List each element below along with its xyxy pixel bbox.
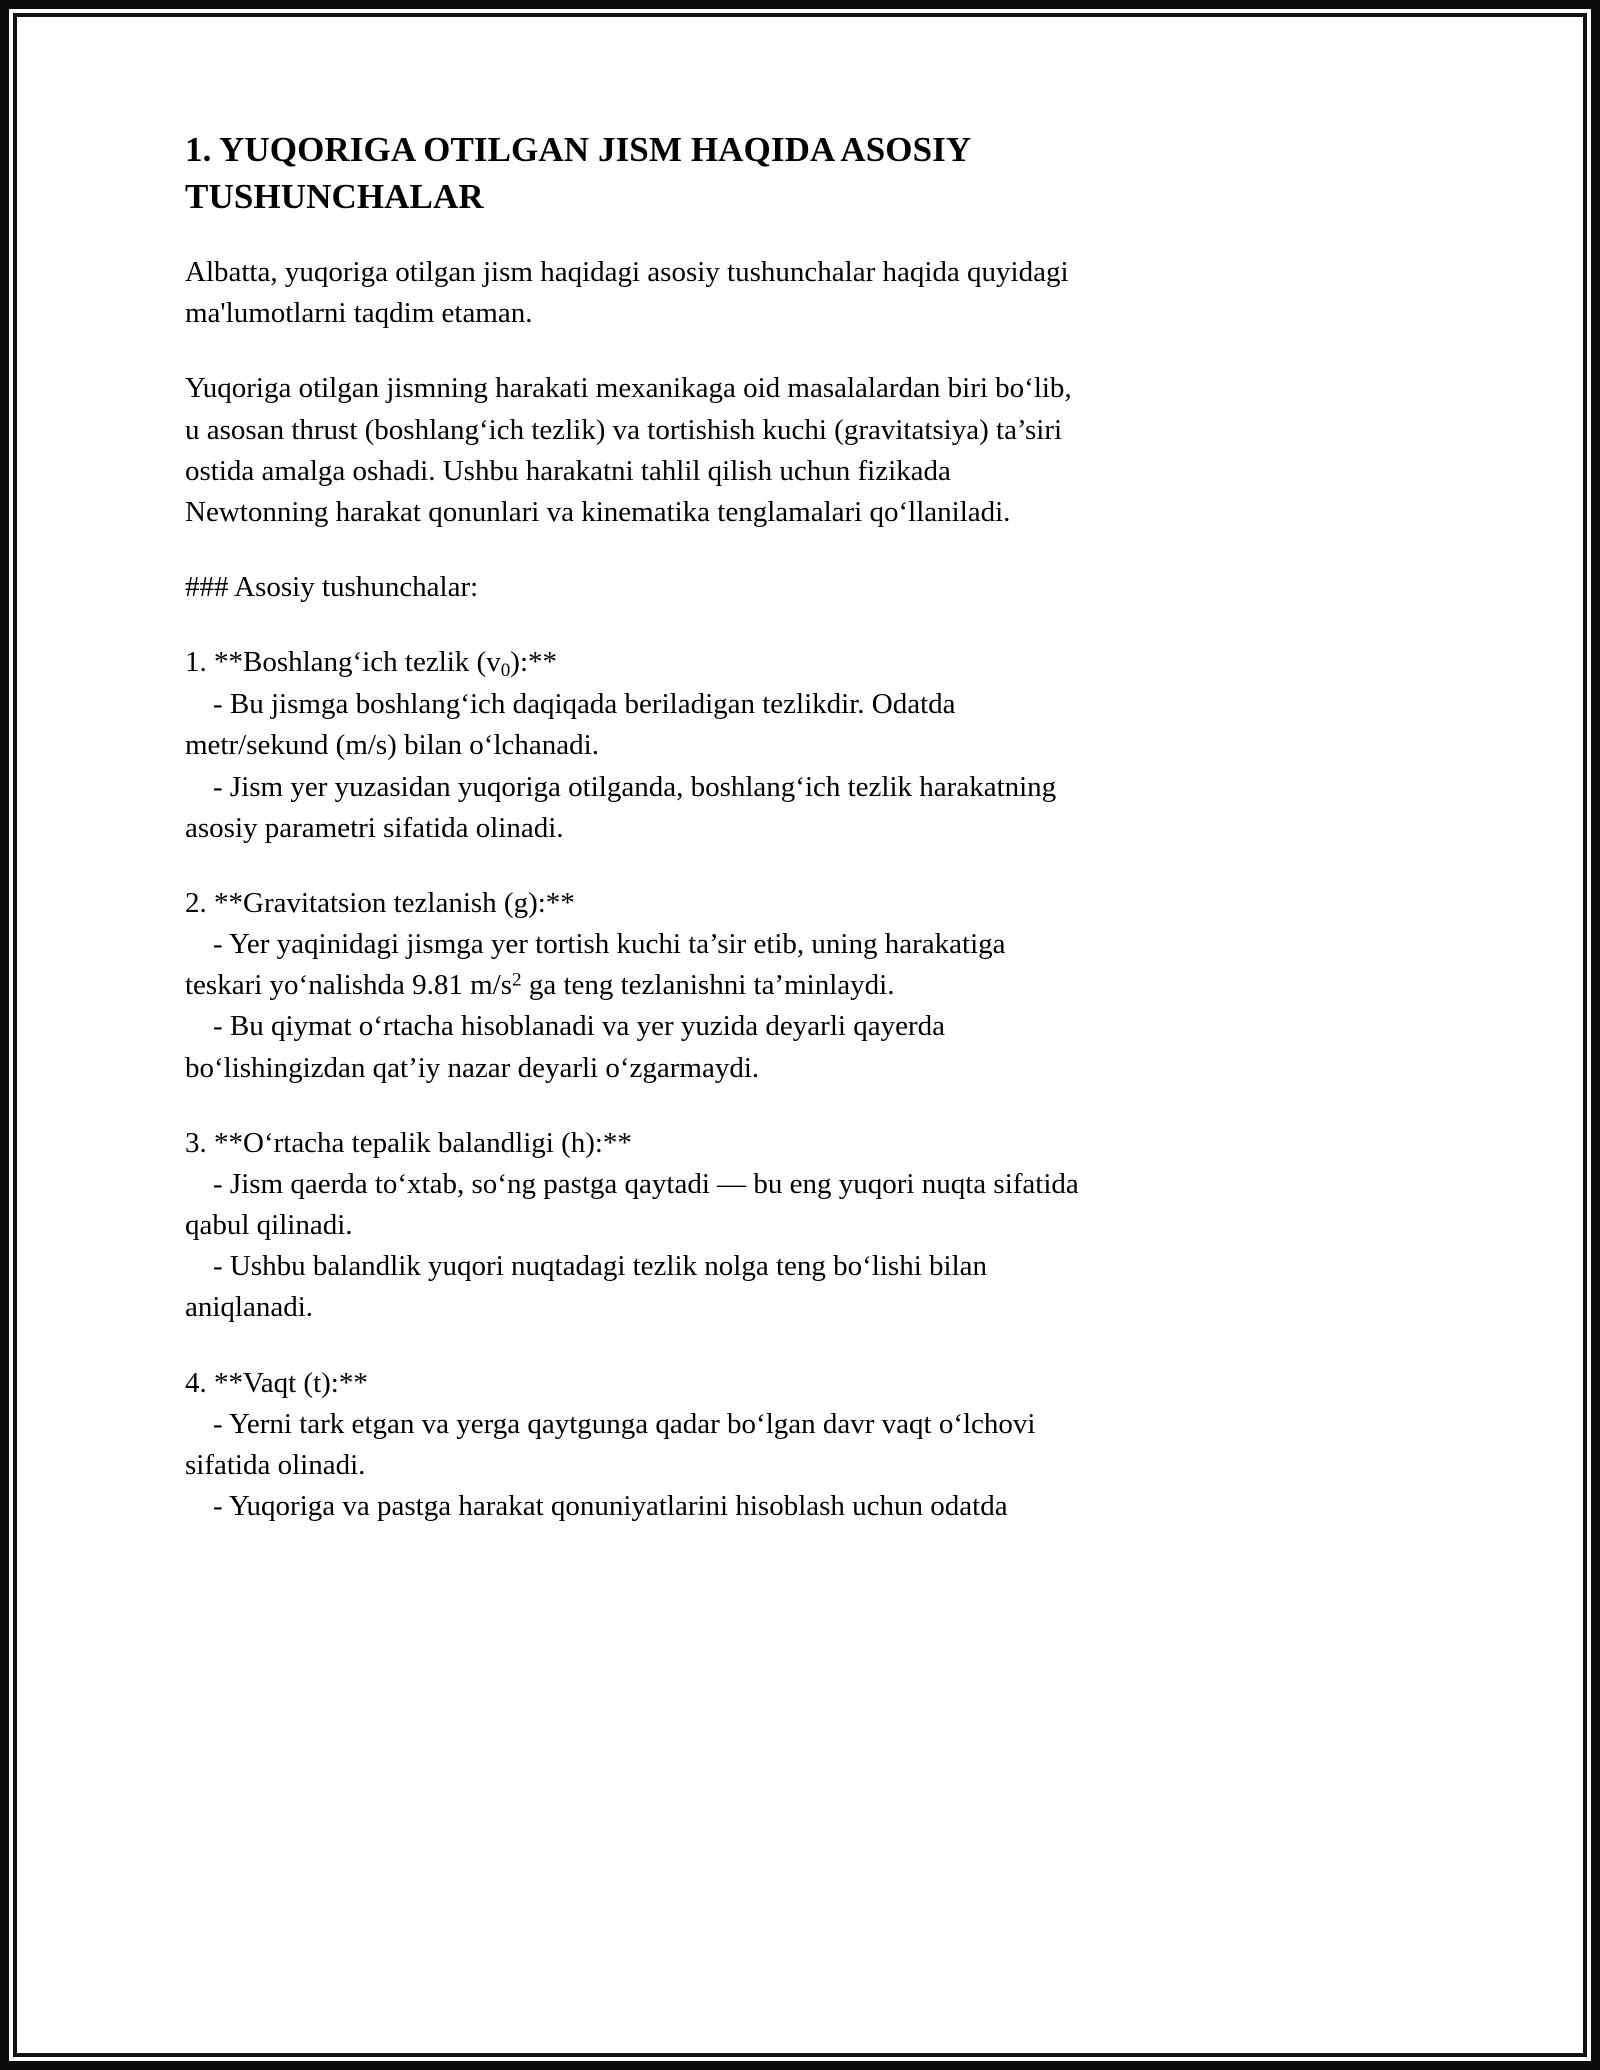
overview-paragraph: Yuqoriga otilgan jismning harakati mexanikaga oid masalalardan biri bo‘lib, u asosan thrust (boshlang‘ich tezlik) va tortishish kuchi (gravitatsiya) ta’siri ostida amalga oshadi. Ushbu harakatni tahlil qilish uchun fizikada Newtonning harakat qonunlari va kinematika tenglamalari qo‘llaniladi. [185,372,1072,528]
page-inner-rule [13,13,1587,2057]
concept-2-bullet-1-prefix: - Yer yaqinidagi jismga yer tortish kuchi ta’sir etib, uning harakatiga teskari yo‘nalishda 9.81 m/s [185,928,1006,1002]
intro-paragraph: Albatta, yuqoriga otilgan jism haqidagi asosiy tushunchalar haqida quyidagi ma'lumotlarni taqdim etaman. [185,256,1069,330]
concept-3-bullet-1 [185,1164,1085,1246]
document-page [17,17,1583,2053]
concept-3-bullet-2 [185,1246,1085,1328]
concept-2-bullet-1-suffix: ga teng tezlanishni ta’minlaydi. [521,969,895,1002]
concept-4-bullet-1-text: - Yerni tark etgan va yerga qaytgunga qadar bo‘lgan davr vaqt o‘lchovi sifatida olinadi. [185,1407,1036,1481]
concept-2-bullet-1-superscript: 2 [512,969,522,991]
document-body [185,127,1085,1527]
concept-1-bullet-2-text: - Jism yer yuzasidan yuqoriga otilganda, boshlang‘ich tezlik harakatning asosiy parametri sifatida olinadi. [185,770,1057,844]
concept-2-bullet-2 [185,1006,1085,1088]
concept-1-bullet-1 [185,684,1085,766]
concept-4-bullet-1 [185,1404,1085,1486]
concept-3-bullet-2-text: - Ushbu balandlik yuqori nuqtadagi tezlik nolga teng bo‘lishi bilan aniqlanadi. [185,1250,987,1324]
concept-1-heading-suffix: ):** [510,646,557,679]
concept-1-heading-prefix: 1. **Boshlang‘ich tezlik (v [185,646,501,679]
concept-2-bullet-2-text: - Bu qiymat o‘rtacha hisoblanadi va yer yuzida deyarli qayerda bo‘lishingizdan qat’iy nazar deyarli o‘zgarmaydi. [185,1010,945,1084]
page-frame-gap [9,9,1591,2061]
section-heading-asosiy-tushunchalar: ### Asosiy tushunchalar: [185,571,479,604]
page-title: 1. YUQORIGA OTILGAN JISM HAQIDA ASOSIY TUSHUNCHALAR [185,130,970,216]
concept-2-bullet-1 [185,924,1085,1006]
concept-1-bullet-2 [185,767,1085,849]
concept-4-heading: 4. **Vaqt (t):** [185,1366,368,1399]
concept-2-heading: 2. **Gravitatsion tezlanish (g):** [185,886,575,919]
concept-1-bullet-1-text: - Bu jismga boshlang‘ich daqiqada beriladigan tezlikdir. Odatda metr/sekund (m/s) bilan o‘lchanadi. [185,688,956,762]
concept-4-bullet-2 [185,1486,1085,1527]
concept-1-heading [185,642,1085,684]
concept-3-heading: 3. **O‘rtacha tepalik balandligi (h):** [185,1126,632,1159]
concept-1-heading-subscript: 0 [500,660,511,682]
concept-3-bullet-1-text: - Jism qaerda to‘xtab, so‘ng pastga qaytadi — bu eng yuqori nuqta sifatida qabul qilinadi. [185,1167,1079,1242]
concept-4-bullet-2-text: - Yuqoriga va pastga harakat qonuniyatlarini hisoblash uchun odatda [213,1490,1008,1523]
